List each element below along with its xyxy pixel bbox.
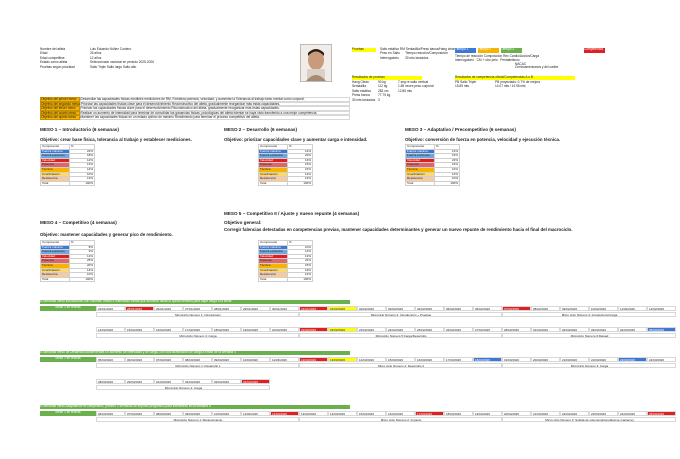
component-name: Potencia — [41, 259, 70, 264]
component-pct: 12% — [435, 172, 460, 177]
date-cell: 12/04/2026 — [270, 411, 299, 416]
micro-cell: Microciclo Número 1: Desarrollo 1 — [96, 363, 299, 368]
date-cell: 10/02/2026 — [589, 306, 618, 311]
component-name: Técnica — [259, 263, 288, 268]
component-pct: 22% — [435, 158, 460, 163]
component-name: Fuerza máxima — [406, 149, 435, 154]
results-list — [352, 81, 452, 103]
pct-header: % — [70, 241, 95, 246]
component-pct: 16% — [435, 163, 460, 168]
results-row — [352, 99, 452, 103]
date-cell: 27/01/2026 — [183, 306, 212, 311]
objective-text: Realizar un aumento de intensidad para terminar de consolidar las ganancias físicas, psicológicas del atleta intentar se haya visto transferido a una mejor competencia. — [80, 111, 350, 116]
micro-cell: Microciclo Número 5:Carga/Desarrollo — [299, 333, 502, 338]
objective-label: Objetivo del tercer meso — [40, 106, 80, 111]
component-name: Coordinación — [41, 172, 70, 177]
component-name: Coordinación — [259, 268, 288, 273]
micro-label: Meso 1 en fechas — [40, 411, 96, 416]
objective-row — [40, 115, 350, 120]
component-pct: 100% — [288, 277, 313, 282]
date-cell: 04/02/2026 — [415, 306, 444, 311]
objective-label: Objetivo del cuarto meso — [40, 111, 80, 116]
date-cell: 26/01/2026 — [154, 306, 183, 311]
component-pct: 12% — [288, 273, 313, 278]
date-cell: 25/04/2026 — [647, 411, 676, 416]
component-name: Potencia — [41, 163, 70, 168]
date-cell: 05/03/2026 — [647, 327, 676, 332]
meso-title: MESO 1 – Introductorio (6 semanas) — [40, 127, 119, 132]
profile-label: Estado como atleta — [40, 60, 68, 65]
component-name: Técnica — [41, 263, 70, 268]
date-cell: 24/04/2026 — [618, 411, 647, 416]
objective-label: Objetivo del primer meso — [40, 97, 80, 102]
component-pct: 13% — [70, 177, 95, 182]
component-pct: 15% — [288, 263, 313, 268]
date-cell: 23/04/2026 — [589, 411, 618, 416]
pct-header: % — [288, 145, 313, 150]
component-pct: 12% — [288, 250, 313, 255]
athlete-photo — [300, 44, 332, 82]
component-header: Componente — [406, 145, 435, 150]
objective-text: Mantener las capacidades físicas en un estado óptimo de máximo Rendimiento para terminar el proceso competitivo del atleta. — [80, 115, 350, 120]
component-table — [40, 240, 95, 282]
legend-swatch: Competencia — [584, 48, 605, 53]
component-pct: 15% — [288, 167, 313, 172]
component-name: Fuerza máxima — [41, 245, 70, 250]
date-cell: 28/01/2026 — [212, 306, 241, 311]
date-cell: 14/04/2026 — [328, 411, 357, 416]
profile-value: 26 años — [90, 51, 102, 56]
date-cell: 12/03/2026 — [299, 357, 328, 362]
date-cell: 20/02/2026 — [270, 327, 299, 332]
micro-cell: Micro ciclo Número 2: Desarrollo 2 — [299, 363, 502, 368]
meso5-objective: Corregir falencias detectadas en competencias previas, mantener capacidades determinantes y generar un nuevo repunte de rendimiento hacia el final del macrociclo. — [224, 227, 573, 232]
component-name: Resistencia — [41, 177, 70, 182]
component-name: Técnica — [406, 167, 435, 172]
objectives-list — [40, 97, 350, 120]
tests-label: Interrogatorio — [380, 55, 399, 60]
date-cell: 13/04/2026 — [299, 411, 328, 416]
micro-row — [96, 385, 270, 390]
date-cell: 25/02/2026 — [415, 327, 444, 332]
component-name: Velocidad — [259, 254, 288, 259]
component-name: Resistencia — [41, 273, 70, 278]
component-pct: 12% — [288, 172, 313, 177]
micro-label: Meso 1 en fechas — [40, 357, 96, 362]
date-cell: 01/02/2026 — [328, 306, 357, 311]
date-cell: 20/03/2026 — [531, 357, 560, 362]
micro-cell: Micro ciclo Número 2: Impacto — [299, 417, 502, 422]
results-value: 283 cm — [378, 88, 389, 93]
date-cell: 06/02/2026 — [473, 306, 502, 311]
date-cell: 10/04/2026 — [212, 411, 241, 416]
results2-value: 14.07 mts / 14.96 mts — [495, 84, 526, 89]
component-header: Componente — [41, 145, 70, 150]
micro-row — [96, 363, 676, 368]
date-cell: 26/02/2026 — [444, 327, 473, 332]
date-cell: 18/04/2026 — [444, 411, 473, 416]
date-cell: 14/02/2026 — [96, 327, 125, 332]
component-pct: 10% — [288, 245, 313, 250]
component-name: Potencia — [406, 163, 435, 168]
component-pct: 13% — [288, 177, 313, 182]
objective-text: Priorizar las capacidades físicas clave para el desenvolvimiento Reconstructivo del atleta, gradualmente reorganizar más estas capacidades. — [80, 102, 350, 107]
meso-title: MESO 2 – Desarrollo (6 semanas) — [224, 127, 298, 132]
component-pct: 10% — [70, 172, 95, 177]
date-row — [96, 357, 676, 362]
component-pct: 10% — [435, 177, 460, 182]
date-cell: 22/03/2026 — [589, 357, 618, 362]
date-cell: 11/02/2026 — [618, 306, 647, 311]
component-pct: 8% — [70, 245, 95, 250]
profile-label: Edad competitiva — [40, 55, 65, 60]
micro-cell: Microciclo Número 6:Deload — [502, 333, 676, 338]
date-cell: 15/03/2026 — [386, 357, 415, 362]
calendar-banner: 6 Semanas meso de Desarrollo donde tendrá un aumento de intensidad y de carga, con una disminución de carga a mitad de la semana 4 — [40, 351, 350, 355]
date-cell: 16/03/2026 — [415, 357, 444, 362]
date-cell: 29/01/2026 — [241, 306, 270, 311]
component-pct: 12% — [70, 167, 95, 172]
calendar-banner: 6 Semanas meso Adaptativo/Pre competitivo, primero 2 semanas de impulso progresivo para intensificar en la semana 5 — [40, 405, 350, 409]
results2-list — [455, 81, 575, 90]
meso5-objective-label: Objetivo general: — [224, 220, 262, 225]
date-cell: 24/02/2026 — [386, 327, 415, 332]
tests-title: Pruebas — [352, 48, 376, 52]
profile-value: Salto Triple Salto largo Salto alto — [90, 64, 137, 69]
date-cell: 21/04/2026 — [531, 411, 560, 416]
profile-value: Seleccionado nacional en periodo 2025-2026 — [90, 60, 154, 65]
component-name: Velocidad — [41, 158, 70, 163]
component-name: Total — [259, 181, 288, 186]
component-name: Resistencia — [259, 177, 288, 182]
results-label: Press banca — [352, 93, 370, 98]
objective-text: Priorizar las capacidades físicas clave para el desenvolvimiento Reconstructivo del atleta, gradualmente reorganizar más estas capacidades. — [80, 106, 350, 111]
date-cell: 14/03/2026 — [357, 357, 386, 362]
meso-objective: Objetivo: crear base física, tolerancia al trabajo y establecer mediciones. — [40, 137, 192, 142]
date-cell: 03/03/2026 — [589, 327, 618, 332]
component-name: Fuerza explosiva — [41, 154, 70, 159]
date-cell: 09/03/2026 — [212, 357, 241, 362]
objective-text: Desarrollar las capacidades físicas medibles mediciones de RM, Fortaleza potencia, velocidad, y aumentar la Tolerancia al trabajo tanto mental como corporal. — [80, 97, 350, 102]
date-cell: 25/01/2026 — [125, 306, 154, 311]
results2-value: PB proyectado: 0.7% de mejora — [495, 80, 541, 84]
objective-label: Objetivo del quinto meso — [40, 115, 80, 120]
date-cell: 16/04/2026 — [386, 411, 415, 416]
results-value: 90 kg — [378, 80, 386, 84]
component-name: Fuerza explosiva — [41, 250, 70, 255]
tests-label: Salto estático — [380, 47, 400, 51]
micro-cell: Microciclo Número 1: Introductorio — [96, 312, 299, 317]
date-cell: 03/02/2026 — [386, 306, 415, 311]
results-label: Hang Clean — [352, 80, 369, 84]
results2-row — [455, 85, 575, 89]
results-value: 3 — [378, 97, 380, 102]
date-cell: 03/04/2026 — [212, 379, 241, 384]
results-label: 30 mts lanzados — [352, 97, 376, 102]
micro-row — [96, 417, 676, 422]
results-label: Salto estático — [352, 88, 372, 93]
profile-row — [40, 66, 300, 70]
micro-cell: Micro ciclo Número 3: Introductorio/Carga — [502, 312, 676, 317]
objective-label: Objetivo del segundo meso — [41, 101, 80, 106]
date-cell: 08/04/2026 — [154, 411, 183, 416]
pct-header: % — [288, 241, 313, 246]
component-pct: 14% — [70, 268, 95, 273]
component-name: Potencia — [259, 163, 288, 168]
component-name: Fuerza máxima — [259, 149, 288, 154]
component-pct: 15% — [288, 163, 313, 168]
date-cell: 30/01/2026 — [270, 306, 299, 311]
date-cell: 24/03/2026 — [647, 357, 676, 362]
component-pct: 16% — [288, 268, 313, 273]
date-cell: 02/04/2026 — [183, 379, 212, 384]
results-extra: 7 seg re salto vertical — [398, 80, 429, 84]
component-pct: 12% — [288, 149, 313, 154]
date-cell: 28/02/2026 — [502, 327, 531, 332]
pct-header: % — [435, 145, 460, 150]
component-pct: 10% — [70, 273, 95, 278]
pct-header: % — [70, 145, 95, 150]
micro-cell: Microciclo Número 4: Carga — [96, 333, 299, 338]
component-name: Velocidad — [259, 158, 288, 163]
date-cell: 08/02/2026 — [531, 306, 560, 311]
date-cell: 01/04/2026 — [154, 379, 183, 384]
micro-label: Meso 1 en fechas — [40, 306, 96, 311]
micro-cell: Microciclo Número 1: Mantenimiento — [96, 417, 299, 422]
date-row — [96, 327, 676, 332]
date-cell: 11/04/2026 — [241, 411, 270, 416]
tests-row — [380, 57, 450, 61]
date-cell: 21/03/2026 — [560, 357, 589, 362]
date-cell: 07/03/2026 — [154, 357, 183, 362]
date-cell: 02/03/2026 — [560, 327, 589, 332]
component-pct: 100% — [70, 277, 95, 282]
component-name: Fuerza explosiva — [259, 154, 288, 159]
date-cell: 22/04/2026 — [560, 411, 589, 416]
meso-title: MESO 4 – Competitivo (4 semanas) — [40, 220, 117, 225]
legend-swatch: Tiempo 2 — [478, 48, 499, 53]
component-pct: 9% — [70, 250, 95, 255]
component-name: Resistencia — [259, 273, 288, 278]
micro-cell: Micro ciclo Número 3: Subida de volumen(intensidad se mantiene) — [502, 417, 676, 422]
micro-cell: Microciclo Número 4: Carga — [96, 385, 270, 390]
date-cell: 02/02/2026 — [357, 306, 386, 311]
date-cell: 07/04/2026 — [125, 411, 154, 416]
results2-label: 15.85 mts — [455, 84, 469, 89]
date-cell: 29/03/2026 — [125, 379, 154, 384]
component-pct: 22% — [70, 149, 95, 154]
date-cell: 18/03/2026 — [473, 357, 502, 362]
component-name: Técnica — [41, 167, 70, 172]
date-cell: 19/03/2026 — [502, 357, 531, 362]
component-pct: 16% — [435, 154, 460, 159]
tests-value: 30 mts lanzados — [405, 55, 429, 60]
date-cell: 07/02/2026 — [502, 306, 531, 311]
component-header: Componente — [259, 145, 288, 150]
legend-notes: Tiempo de reacción Composición Rec Cardio/Acción/Carga Interrogatorio CM + otro pelo Pentatletismo NACAC Centroamericanos y del caribe — [455, 54, 559, 70]
micro-cell: Microciclo Número 3: Carga — [502, 363, 676, 368]
component-name: Resistencia — [406, 177, 435, 182]
date-cell: 19/04/2026 — [473, 411, 502, 416]
date-cell: 06/04/2026 — [96, 411, 125, 416]
component-pct: 13% — [288, 254, 313, 259]
date-cell: 09/04/2026 — [183, 411, 212, 416]
component-table — [258, 144, 313, 186]
legend-swatch: Tiempo 3 — [501, 48, 522, 53]
component-pct: 100% — [288, 181, 313, 186]
date-cell: 11/03/2026 — [270, 357, 299, 362]
profile-label: Nombre del atleta — [40, 47, 66, 51]
date-cell: 10/03/2026 — [241, 357, 270, 362]
legend-swatch: Tiempo 1 — [455, 48, 476, 53]
date-cell: 06/03/2026 — [125, 357, 154, 362]
profile-label: Edad — [40, 51, 48, 56]
component-name: Fuerza máxima — [259, 245, 288, 250]
component-name: Total — [406, 181, 435, 186]
component-name: Coordinación — [406, 172, 435, 177]
profile-value: Luis Eduardo Núñez Cordero — [90, 47, 132, 51]
micro-row — [96, 312, 676, 317]
micro-row — [96, 333, 676, 338]
date-cell: 12/02/2026 — [647, 306, 676, 311]
date-cell: 16/02/2026 — [154, 327, 183, 332]
component-table — [405, 144, 460, 186]
tests-value: Tiempo reacción/Composición — [405, 51, 448, 56]
results-label: Sentadilla — [352, 84, 366, 89]
date-cell: 22/02/2026 — [328, 327, 357, 332]
date-cell: 28/03/2026 — [96, 379, 125, 384]
component-name: Técnica — [259, 167, 288, 172]
meso5-title: MESO 5 – Competitivo II / Ajuste y nuevo repunte (4 semanas) — [224, 211, 360, 216]
results-extra — [398, 99, 448, 103]
component-name: Potencia — [259, 259, 288, 264]
component-name: Velocidad — [406, 158, 435, 163]
meso-objective: Objetivo: conversión de fuerza en potencia, velocidad y ejecución técnica. — [405, 137, 561, 142]
date-cell: 19/02/2026 — [241, 327, 270, 332]
date-cell: 21/02/2026 — [299, 327, 328, 332]
component-pct: 14% — [435, 149, 460, 154]
component-pct: 25% — [70, 259, 95, 264]
component-name: Fuerza máxima — [41, 149, 70, 154]
component-name: Coordinación — [41, 268, 70, 273]
color-legend — [455, 48, 605, 53]
date-cell: 05/03/2026 — [96, 357, 125, 362]
date-row — [96, 379, 270, 384]
date-cell: 05/02/2026 — [444, 306, 473, 311]
profile-label: Pruebas según prioridad — [40, 64, 75, 69]
date-cell: 31/01/2026 — [299, 306, 328, 311]
calendar-banner: 6 Semanas meso introductorio con volumen medio e intensidad media que aumente hasta la quinta semana para bajar carga a la sexta — [40, 300, 350, 304]
component-pct: 20% — [70, 263, 95, 268]
component-name: Velocidad — [41, 254, 70, 259]
tests-list — [380, 47, 456, 61]
profile-value: 12 años — [90, 55, 102, 60]
component-pct: 20% — [288, 154, 313, 159]
component-name: Fuerza explosiva — [406, 154, 435, 159]
date-cell: 17/04/2026 — [415, 411, 444, 416]
micro-cell: Microciclo Número 2: Introductorio + Pruebas — [299, 312, 502, 317]
results-title: Resultados de pruebas — [352, 76, 422, 80]
component-pct: 18% — [70, 154, 95, 159]
date-row — [96, 306, 676, 311]
date-cell: 01/03/2026 — [531, 327, 560, 332]
component-pct: 13% — [288, 158, 313, 163]
date-cell: 17/03/2026 — [444, 357, 473, 362]
date-cell: 27/02/2026 — [473, 327, 502, 332]
component-name: Total — [41, 277, 70, 282]
results-value: 112 kg — [378, 84, 388, 89]
date-cell: 17/02/2026 — [183, 327, 212, 332]
meso-objective: Objetivo: mantener capacidades y generar pico de rendimiento. — [40, 232, 173, 237]
component-name: Coordinación — [259, 172, 288, 177]
results2-label: PB Salto Triple — [455, 80, 477, 84]
component-pct: 12% — [70, 158, 95, 163]
date-cell: 13/03/2026 — [328, 357, 357, 362]
date-row — [96, 411, 676, 416]
date-cell: 24/01/2026 — [96, 306, 125, 311]
date-cell: 18/02/2026 — [212, 327, 241, 332]
results-value: 77.75 kg — [378, 93, 391, 98]
tests-value: RM Sentadilla/Press banca/Hang clean — [400, 47, 456, 51]
date-cell: 04/04/2026 — [241, 379, 270, 384]
tests-label: Peso en Salto — [380, 51, 400, 56]
date-cell: 08/03/2026 — [183, 357, 212, 362]
component-name: Fuerza explosiva — [259, 250, 288, 255]
date-cell: 04/03/2026 — [618, 327, 647, 332]
component-pct: 13% — [70, 163, 95, 168]
date-cell: 09/02/2026 — [560, 306, 589, 311]
component-pct: 10% — [435, 167, 460, 172]
meso-objective: Objetivo: priorizar capacidades clave y aumentar carga e intensidad. — [224, 137, 368, 142]
component-name: Total — [259, 277, 288, 282]
results-extra: 12.86 mts — [398, 88, 412, 93]
athlete-profile — [40, 48, 300, 70]
component-name: Total — [41, 181, 70, 186]
component-header: Componente — [259, 241, 288, 246]
component-table — [258, 240, 313, 282]
date-cell: 15/04/2026 — [357, 411, 386, 416]
date-cell: 20/04/2026 — [502, 411, 531, 416]
component-pct: 100% — [70, 181, 95, 186]
date-cell: 15/02/2026 — [125, 327, 154, 332]
meso-title: MESO 3 – Adaptativo / Precompetitivo (6 semanas) — [405, 127, 516, 132]
component-pct: 22% — [288, 259, 313, 264]
date-cell: 23/02/2026 — [357, 327, 386, 332]
component-header: Componente — [41, 241, 70, 246]
component-pct: 14% — [70, 254, 95, 259]
results-extra: 1.85 veces peso corporal — [398, 84, 434, 89]
date-cell: 23/03/2026 — [618, 357, 647, 362]
component-pct: 100% — [435, 181, 460, 186]
results2-title: Resultados de competencia oficial/Competencias A o B — [455, 76, 575, 80]
component-table — [40, 144, 95, 186]
